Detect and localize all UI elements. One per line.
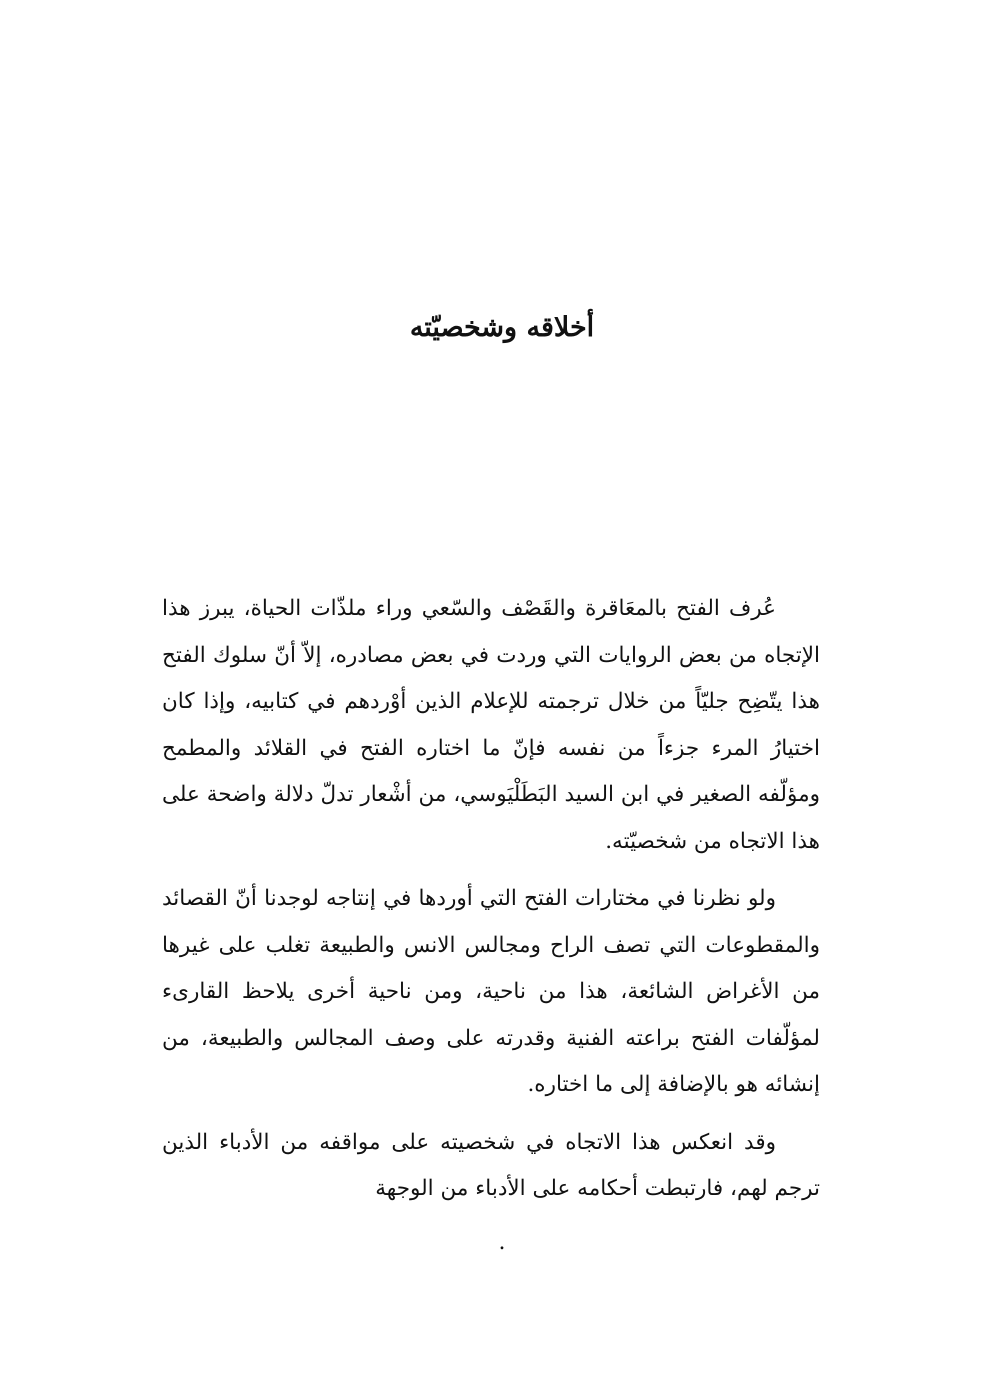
paragraph-1: عُرف الفتح بالمعَاقرة والقَصْف والسّعي وراء ملذّات الحياة، يبرز هذا الإتجاه من بعض الروايات التي وردت في بعض مصادره، إلاّ أنّ سلوك الفتح هذا يتّضِح جليّاً من خلال ترجمته للإعلام الذين أوْردهم في كتابيه، وإذا كان اختيارُ المرء جزءاً من نفسه فإنّ ما اختاره الفتح في القلائد والمطمح ومؤلّفه الصغير في ابن السيد البَطَلْيَوسي، من أشْعار تدلّ دلالة واضحة على هذا الاتجاه من شخصيّته. — [162, 596, 820, 854]
body-text — [162, 586, 820, 1213]
page-marker: . — [498, 1230, 506, 1255]
chapter-title: أخلاقه وشخصيّته — [409, 312, 595, 343]
paragraph-2: ولو نظرنا في مختارات الفتح التي أوردها في إنتاجه لوجدنا أنّ القصائد والمقطوعات التي تصف الراح ومجالس الانس والطبيعة تغلب على غيرها من الأغراض الشائعة، هذا من ناحية، ومن ناحية أخرى يلاحظ القارىء لمؤلّفات الفتح براعته الفنية وقدرته على وصف المجالس والطبيعة، من إنشائه هو بالإضافة إلى ما اختاره. — [162, 886, 820, 1097]
paragraph-3: وقد انعكس هذا الاتجاه في شخصيته على مواقفه من الأدباء الذين ترجم لهم، فارتبطت أحكامه على الأدباء من الوجهة — [162, 1129, 820, 1201]
